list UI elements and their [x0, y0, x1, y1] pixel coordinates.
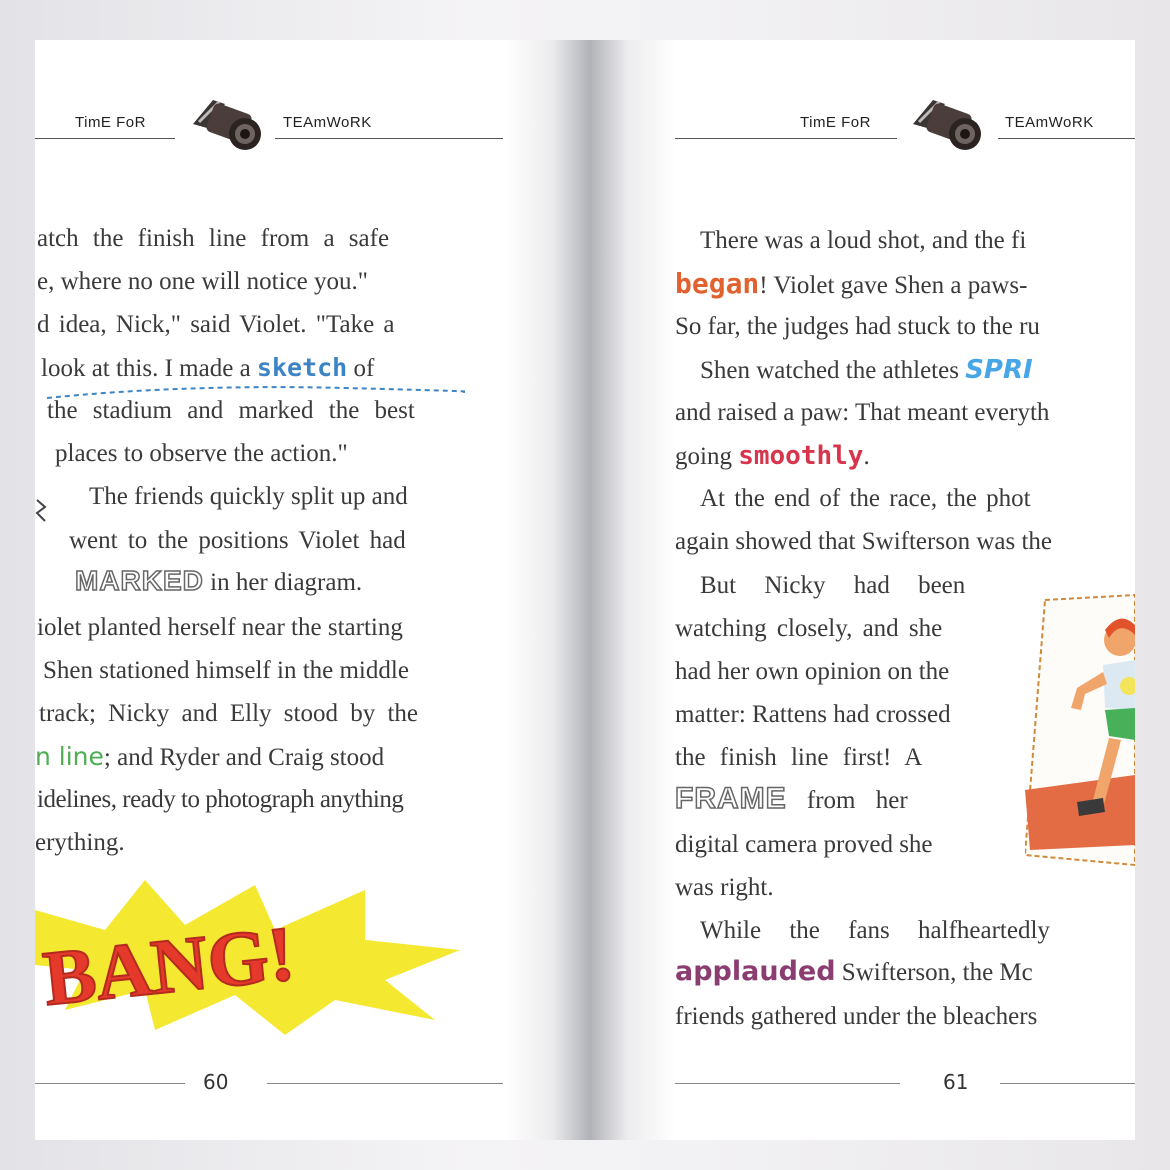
- text-line: track; Nicky and Elly stood by the: [39, 700, 418, 727]
- text-line: d idea, Nick," said Violet. "Take a: [37, 311, 395, 338]
- text-line: erything.: [35, 829, 125, 856]
- text-line: watching closely, and she: [675, 615, 943, 642]
- header-rule: [998, 138, 1135, 139]
- text-line: friends gathered under the bleachers: [675, 1003, 1038, 1030]
- frame-word: FRAME: [675, 782, 787, 815]
- text-line: [700, 355, 1033, 386]
- text-span: look at this. I made a: [41, 355, 257, 382]
- text-line: [675, 441, 870, 472]
- text-line: [675, 784, 908, 816]
- text-line: went to the positions Violet had: [69, 527, 406, 554]
- camera-icon: [185, 94, 275, 156]
- text-span: going: [675, 443, 739, 470]
- bang-illustration: [35, 870, 505, 1040]
- text-line: [35, 742, 384, 773]
- text-line: While the fans halfheartedly: [700, 917, 1050, 944]
- text-line: So far, the judges had stuck to the ru: [675, 313, 1040, 340]
- header-left-word: TimE FoR: [800, 114, 871, 131]
- page-number: 60: [203, 1070, 229, 1094]
- finish-line-word: n line: [35, 742, 104, 771]
- text-line: At the end of the race, the phot: [700, 485, 1031, 512]
- right-page: [600, 40, 1135, 1140]
- text-line: [75, 566, 362, 598]
- text-line: [675, 269, 1027, 301]
- header-right-word: TEAmWoRK: [1005, 114, 1094, 131]
- text-line: the finish line first! A: [675, 744, 923, 771]
- sketch-word: sketch: [256, 353, 348, 382]
- text-line: e, where no one will notice you.": [37, 268, 368, 295]
- text-line: digital camera proved she: [675, 831, 933, 858]
- text-line: But Nicky had been: [700, 572, 966, 599]
- text-line: The friends quickly split up and: [89, 483, 408, 510]
- footer-rule: [675, 1083, 900, 1084]
- text-span: ; and Ryder and Craig stood: [103, 744, 385, 771]
- sprint-word: SPRI: [965, 355, 1033, 385]
- text-span: in her diagram.: [203, 569, 363, 596]
- page-number: 61: [943, 1070, 969, 1094]
- text-line: There was a loud shot, and the fi: [700, 227, 1027, 254]
- runner-illustration: [1025, 590, 1135, 870]
- text-span: Shen watched the athletes: [700, 357, 966, 384]
- text-line: iolet planted herself near the starting: [37, 614, 403, 641]
- text-line: had her own opinion on the: [675, 658, 950, 685]
- header-left-word: TimE FoR: [75, 114, 146, 131]
- text-span: of: [347, 355, 375, 382]
- text-span: from her: [786, 787, 908, 814]
- camera-icon: [905, 94, 995, 156]
- text-line: the stadium and marked the best: [47, 397, 415, 424]
- text-span: Swifterson, the Mc: [835, 959, 1033, 986]
- footer-rule: [267, 1083, 503, 1084]
- bang-text: BANG!: [39, 909, 299, 1022]
- text-line: [41, 353, 374, 384]
- smoothly-word: smoothly: [738, 441, 864, 471]
- text-line: idelines, ready to photograph anything: [37, 786, 404, 813]
- text-line: matter: Rattens had crossed: [675, 701, 951, 728]
- text-span: ! Violet gave Shen a paws-: [759, 272, 1028, 299]
- footer-rule: [1000, 1083, 1135, 1084]
- squiggle-mark: [35, 498, 49, 532]
- text-line: Shen stationed himself in the middle: [43, 657, 409, 684]
- header-rule: [675, 138, 897, 139]
- text-line: again showed that Swifterson was the: [675, 528, 1053, 555]
- began-word: began: [675, 267, 760, 300]
- header-right-word: TEAmWoRK: [283, 114, 372, 131]
- book-gutter-shadow: [505, 40, 675, 1140]
- book-photo: [35, 40, 1135, 1140]
- text-line: places to observe the action.": [55, 440, 348, 467]
- header-rule: [35, 138, 175, 139]
- header-rule: [275, 138, 503, 139]
- text-line: and raised a paw: That meant everyth: [675, 399, 1050, 426]
- text-line: atch the finish line from a safe: [37, 225, 390, 252]
- footer-rule: [35, 1083, 185, 1084]
- text-line: [675, 957, 1033, 988]
- applauded-word: applauded: [675, 956, 836, 987]
- text-line: was right.: [675, 874, 774, 901]
- text-span: .: [863, 443, 870, 470]
- marked-word: MARKED: [75, 565, 204, 596]
